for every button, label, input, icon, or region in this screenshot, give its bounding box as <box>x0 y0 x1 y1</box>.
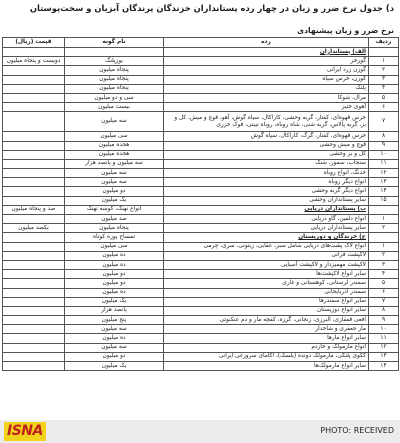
fine-cell <box>3 242 65 251</box>
species-cell: سی میلیون <box>65 242 164 251</box>
row-number-cell: ۱۴ <box>369 362 399 371</box>
species-cell: سه میلیون و پانصد هزار <box>65 159 164 168</box>
table-row <box>3 112 399 132</box>
species-cell: پانصد هزار <box>65 306 164 315</box>
category-cell: سایر پستانداران وحشی <box>164 196 369 205</box>
category-cell: آهوی خنیز <box>164 103 369 112</box>
table-row <box>3 224 399 233</box>
species-cell: سی و دو میلیون <box>65 93 164 102</box>
category-cell: گوزن زرد ایرانی <box>164 66 369 75</box>
row-number-cell: ۳ <box>369 260 399 269</box>
species-cell: ده میلیون <box>65 288 164 297</box>
table-row <box>3 84 399 93</box>
fine-cell <box>3 352 65 361</box>
row-number-cell: ۷ <box>369 112 399 132</box>
species-cell: یک میلیون <box>65 297 164 306</box>
row-number-cell: ۵ <box>369 279 399 288</box>
row-number-cell: ۹ <box>369 316 399 325</box>
isna-logo: ISNA <box>4 422 46 441</box>
category-cell: گوزن، خرس سیاه <box>164 75 369 84</box>
row-number-cell: ۱۳ <box>369 352 399 361</box>
species-cell: ده میلیون <box>65 251 164 260</box>
species-cell: پنجاه میلیون <box>65 66 164 75</box>
table-row <box>3 334 399 343</box>
photo-credit: PHOTO: RECEIVED <box>320 426 394 435</box>
row-number-cell: ۱ <box>369 242 399 251</box>
fine-cell <box>3 297 65 306</box>
table-row <box>3 205 399 214</box>
header-fine: قیمت (ریال) <box>3 38 65 48</box>
table-row <box>3 150 399 159</box>
row-number-cell: ۴ <box>369 270 399 279</box>
species-cell: یک میلیون <box>65 196 164 205</box>
species-cell: بیست میلیون <box>65 103 164 112</box>
category-cell: انواع دلفین، گاو دریایی <box>164 215 369 224</box>
fine-cell: دویست و پنجاه میلیون <box>3 57 65 66</box>
species-cell: هجده میلیون <box>65 150 164 159</box>
row-number-cell: ۹ <box>369 141 399 150</box>
category-cell: مرال، شوکا <box>164 93 369 102</box>
category-cell: سایر انواع دوزیستان <box>164 306 369 315</box>
table-row <box>3 132 399 141</box>
row-number-cell: ۱۰ <box>369 325 399 334</box>
row-number-cell <box>369 48 399 57</box>
row-number-cell: ۱۱ <box>369 334 399 343</box>
category-cell: سنجاب، سمور، شنگ <box>164 159 369 168</box>
table-row <box>3 57 399 66</box>
category-cell: انواع لاک پشت‌های دریایی شامل سبز، عقابی، زیتونی، سری، چرمی <box>164 242 369 251</box>
species-cell: ده میلیون <box>65 260 164 269</box>
row-number-cell: ۱۲ <box>369 343 399 352</box>
row-number-cell: ۴ <box>369 84 399 93</box>
row-number-cell: ۱۲ <box>369 169 399 178</box>
category-cell: لاکپشت مهمیزدار و لاکپشت آسیایی <box>164 260 369 269</box>
row-number-cell <box>369 233 399 242</box>
table-row <box>3 352 399 361</box>
category-cell: ج) خزندگان و دوزیستان <box>164 233 369 242</box>
row-number-cell: ۱۳ <box>369 178 399 187</box>
fine-cell <box>3 306 65 315</box>
fine-cell <box>3 178 65 187</box>
fine-cell <box>3 93 65 102</box>
table-row <box>3 66 399 75</box>
fine-cell <box>3 334 65 343</box>
species-cell: دو میلیون <box>65 352 164 361</box>
category-cell: سایر انواع لاکپشت‌ها <box>164 270 369 279</box>
table-row <box>3 215 399 224</box>
species-cell: هجده میلیون <box>65 141 164 150</box>
table-row <box>3 75 399 84</box>
species-cell <box>65 48 164 57</box>
table-row <box>3 196 399 205</box>
fine-cell <box>3 279 65 288</box>
table-row <box>3 159 399 168</box>
species-cell: سه میلیون <box>65 112 164 132</box>
row-number-cell: ۵ <box>369 93 399 102</box>
table-row <box>3 48 399 57</box>
table-row <box>3 251 399 260</box>
fine-cell <box>3 141 65 150</box>
category-cell: سایر انواع سمندرها <box>164 297 369 306</box>
table-row <box>3 306 399 315</box>
species-cell: انواع نهنگ، کوسه نهنگ <box>65 205 164 214</box>
fine-cell <box>3 150 65 159</box>
fine-cell <box>3 159 65 168</box>
fine-cell <box>3 66 65 75</box>
document-subtitle: نرخ ضرر و زیان پیشنهادی <box>297 26 394 35</box>
category-cell: قوچ و میش وحشی <box>164 141 369 150</box>
fine-cell <box>3 251 65 260</box>
category-cell: سایر انواع مارها <box>164 334 369 343</box>
table-row <box>3 242 399 251</box>
species-cell: سه میلیون <box>65 178 164 187</box>
table-row <box>3 270 399 279</box>
fine-cell <box>3 233 65 242</box>
table-row <box>3 362 399 371</box>
species-cell: ده میلیون <box>65 334 164 343</box>
fine-cell <box>3 362 65 371</box>
row-number-cell: ۷ <box>369 297 399 306</box>
row-number-cell <box>369 205 399 214</box>
category-cell: سمندر لرستانی، کوهستانی و غاری <box>164 279 369 288</box>
table-row <box>3 343 399 352</box>
species-cell: یک میلیون <box>65 362 164 371</box>
fine-cell <box>3 325 65 334</box>
fine-cell <box>3 215 65 224</box>
table-row <box>3 103 399 112</box>
species-cell: پنجاه میلیون <box>65 224 164 233</box>
table-body <box>3 48 399 371</box>
species-cell: سه میلیون <box>65 169 164 178</box>
species-cell: سه میلیون <box>65 325 164 334</box>
header-category: رده <box>164 38 369 48</box>
fine-cell: صد و پنجاه میلیون <box>3 205 65 214</box>
row-number-cell: ۱۱ <box>369 159 399 168</box>
table-header-row <box>3 38 399 48</box>
table-row <box>3 279 399 288</box>
fine-cell <box>3 187 65 196</box>
fine-cell <box>3 132 65 141</box>
fine-cell <box>3 196 65 205</box>
fine-cell <box>3 103 65 112</box>
fine-cell <box>3 48 65 57</box>
species-cell: سه میلیون <box>65 343 164 352</box>
row-number-cell: ۱ <box>369 215 399 224</box>
row-number-cell: ۱ <box>369 57 399 66</box>
category-cell: پلنگ <box>164 84 369 93</box>
category-cell: خدنگ، انواع روباه <box>164 169 369 178</box>
category-cell: الف) پستانداران <box>164 48 369 57</box>
table-row <box>3 297 399 306</box>
fine-cell: یکصد میلیون <box>3 224 65 233</box>
row-number-cell: ۸ <box>369 306 399 315</box>
category-cell: خرس قهوه‌ای، کفتار، گرگ، کاراکال، سیاه گوش <box>164 132 369 141</box>
fine-cell <box>3 169 65 178</box>
fine-cell <box>3 112 65 132</box>
row-number-cell: ۶ <box>369 288 399 297</box>
fine-cell <box>3 270 65 279</box>
table-row <box>3 260 399 269</box>
table-row <box>3 178 399 187</box>
category-cell: خرس قهوه‌ای، کفتار، گربه وحشی، کاراکال، سیاه گوش، آهو، قوچ و میش، کل و بز، گربه پالاس، گربه شنی، شاه روباه، روباه تیبتی، فوک خزری <box>164 112 369 132</box>
header-species: نام گونه <box>65 38 164 48</box>
species-cell: تمساح پوزه کوتاه <box>65 233 164 242</box>
category-cell: انواع دیگر گربه وحشی <box>164 187 369 196</box>
document-title: د) جدول نرخ ضرر و زیان در چهار رده پستانداران خزندگان پرندگان آبزیان و سخت‌پوستان <box>29 3 394 13</box>
category-cell: لاکپشت فراتی <box>164 251 369 260</box>
category-cell: کل و بز وحشی <box>164 150 369 159</box>
category-cell: سمندر آذربایجانی <box>164 288 369 297</box>
row-number-cell: ۱۰ <box>369 150 399 159</box>
fine-cell <box>3 84 65 93</box>
category-cell: افعی قفقازی، البرزی، زنجانی، گرزه، کفچه مار و دم عنکبوتی <box>164 316 369 325</box>
row-number-cell: ۶ <box>369 103 399 112</box>
table-row <box>3 325 399 334</box>
fine-cell <box>3 343 65 352</box>
species-cell: پنجاه میلیون <box>65 84 164 93</box>
row-number-cell: ۲ <box>369 66 399 75</box>
category-cell: گکوی پلنگی، مارمولک دونده (بلسک)، آگامای سروزغی ایرانی <box>164 352 369 361</box>
damages-table <box>2 37 399 371</box>
table-row <box>3 288 399 297</box>
table-row <box>3 233 399 242</box>
species-cell: صد میلیون <box>65 215 164 224</box>
header-row-number: ردیف <box>369 38 399 48</box>
fine-cell <box>3 288 65 297</box>
table-row <box>3 187 399 196</box>
row-number-cell: ۱۵ <box>369 196 399 205</box>
row-number-cell: ۸ <box>369 132 399 141</box>
species-cell: پنج میلیون <box>65 316 164 325</box>
category-cell: سایر پستانداران دریایی <box>164 224 369 233</box>
category-cell: انواع مارمولک و خاردم <box>164 343 369 352</box>
fine-cell <box>3 260 65 269</box>
fine-cell <box>3 316 65 325</box>
category-cell: ب) پستانداران دریایی <box>164 205 369 214</box>
category-cell: گورخر <box>164 57 369 66</box>
table-row <box>3 316 399 325</box>
category-cell: مار جعفری و شاخدار <box>164 325 369 334</box>
species-cell: دو میلیون <box>65 187 164 196</box>
species-cell: سی میلیون <box>65 132 164 141</box>
table-row <box>3 141 399 150</box>
table-row <box>3 169 399 178</box>
species-cell: دو میلیون <box>65 279 164 288</box>
species-cell: دو میلیون <box>65 270 164 279</box>
category-cell: انواع دیگر روباه <box>164 178 369 187</box>
table-row <box>3 93 399 102</box>
row-number-cell: ۱۴ <box>369 187 399 196</box>
category-cell: سایر انواع مارمولک‌ها <box>164 362 369 371</box>
row-number-cell: ۲ <box>369 224 399 233</box>
fine-cell <box>3 75 65 84</box>
row-number-cell: ۳ <box>369 75 399 84</box>
row-number-cell: ۲ <box>369 251 399 260</box>
species-cell: یوزپلنگ <box>65 57 164 66</box>
photo-footer <box>0 420 400 443</box>
species-cell: پنجاه میلیون <box>65 75 164 84</box>
